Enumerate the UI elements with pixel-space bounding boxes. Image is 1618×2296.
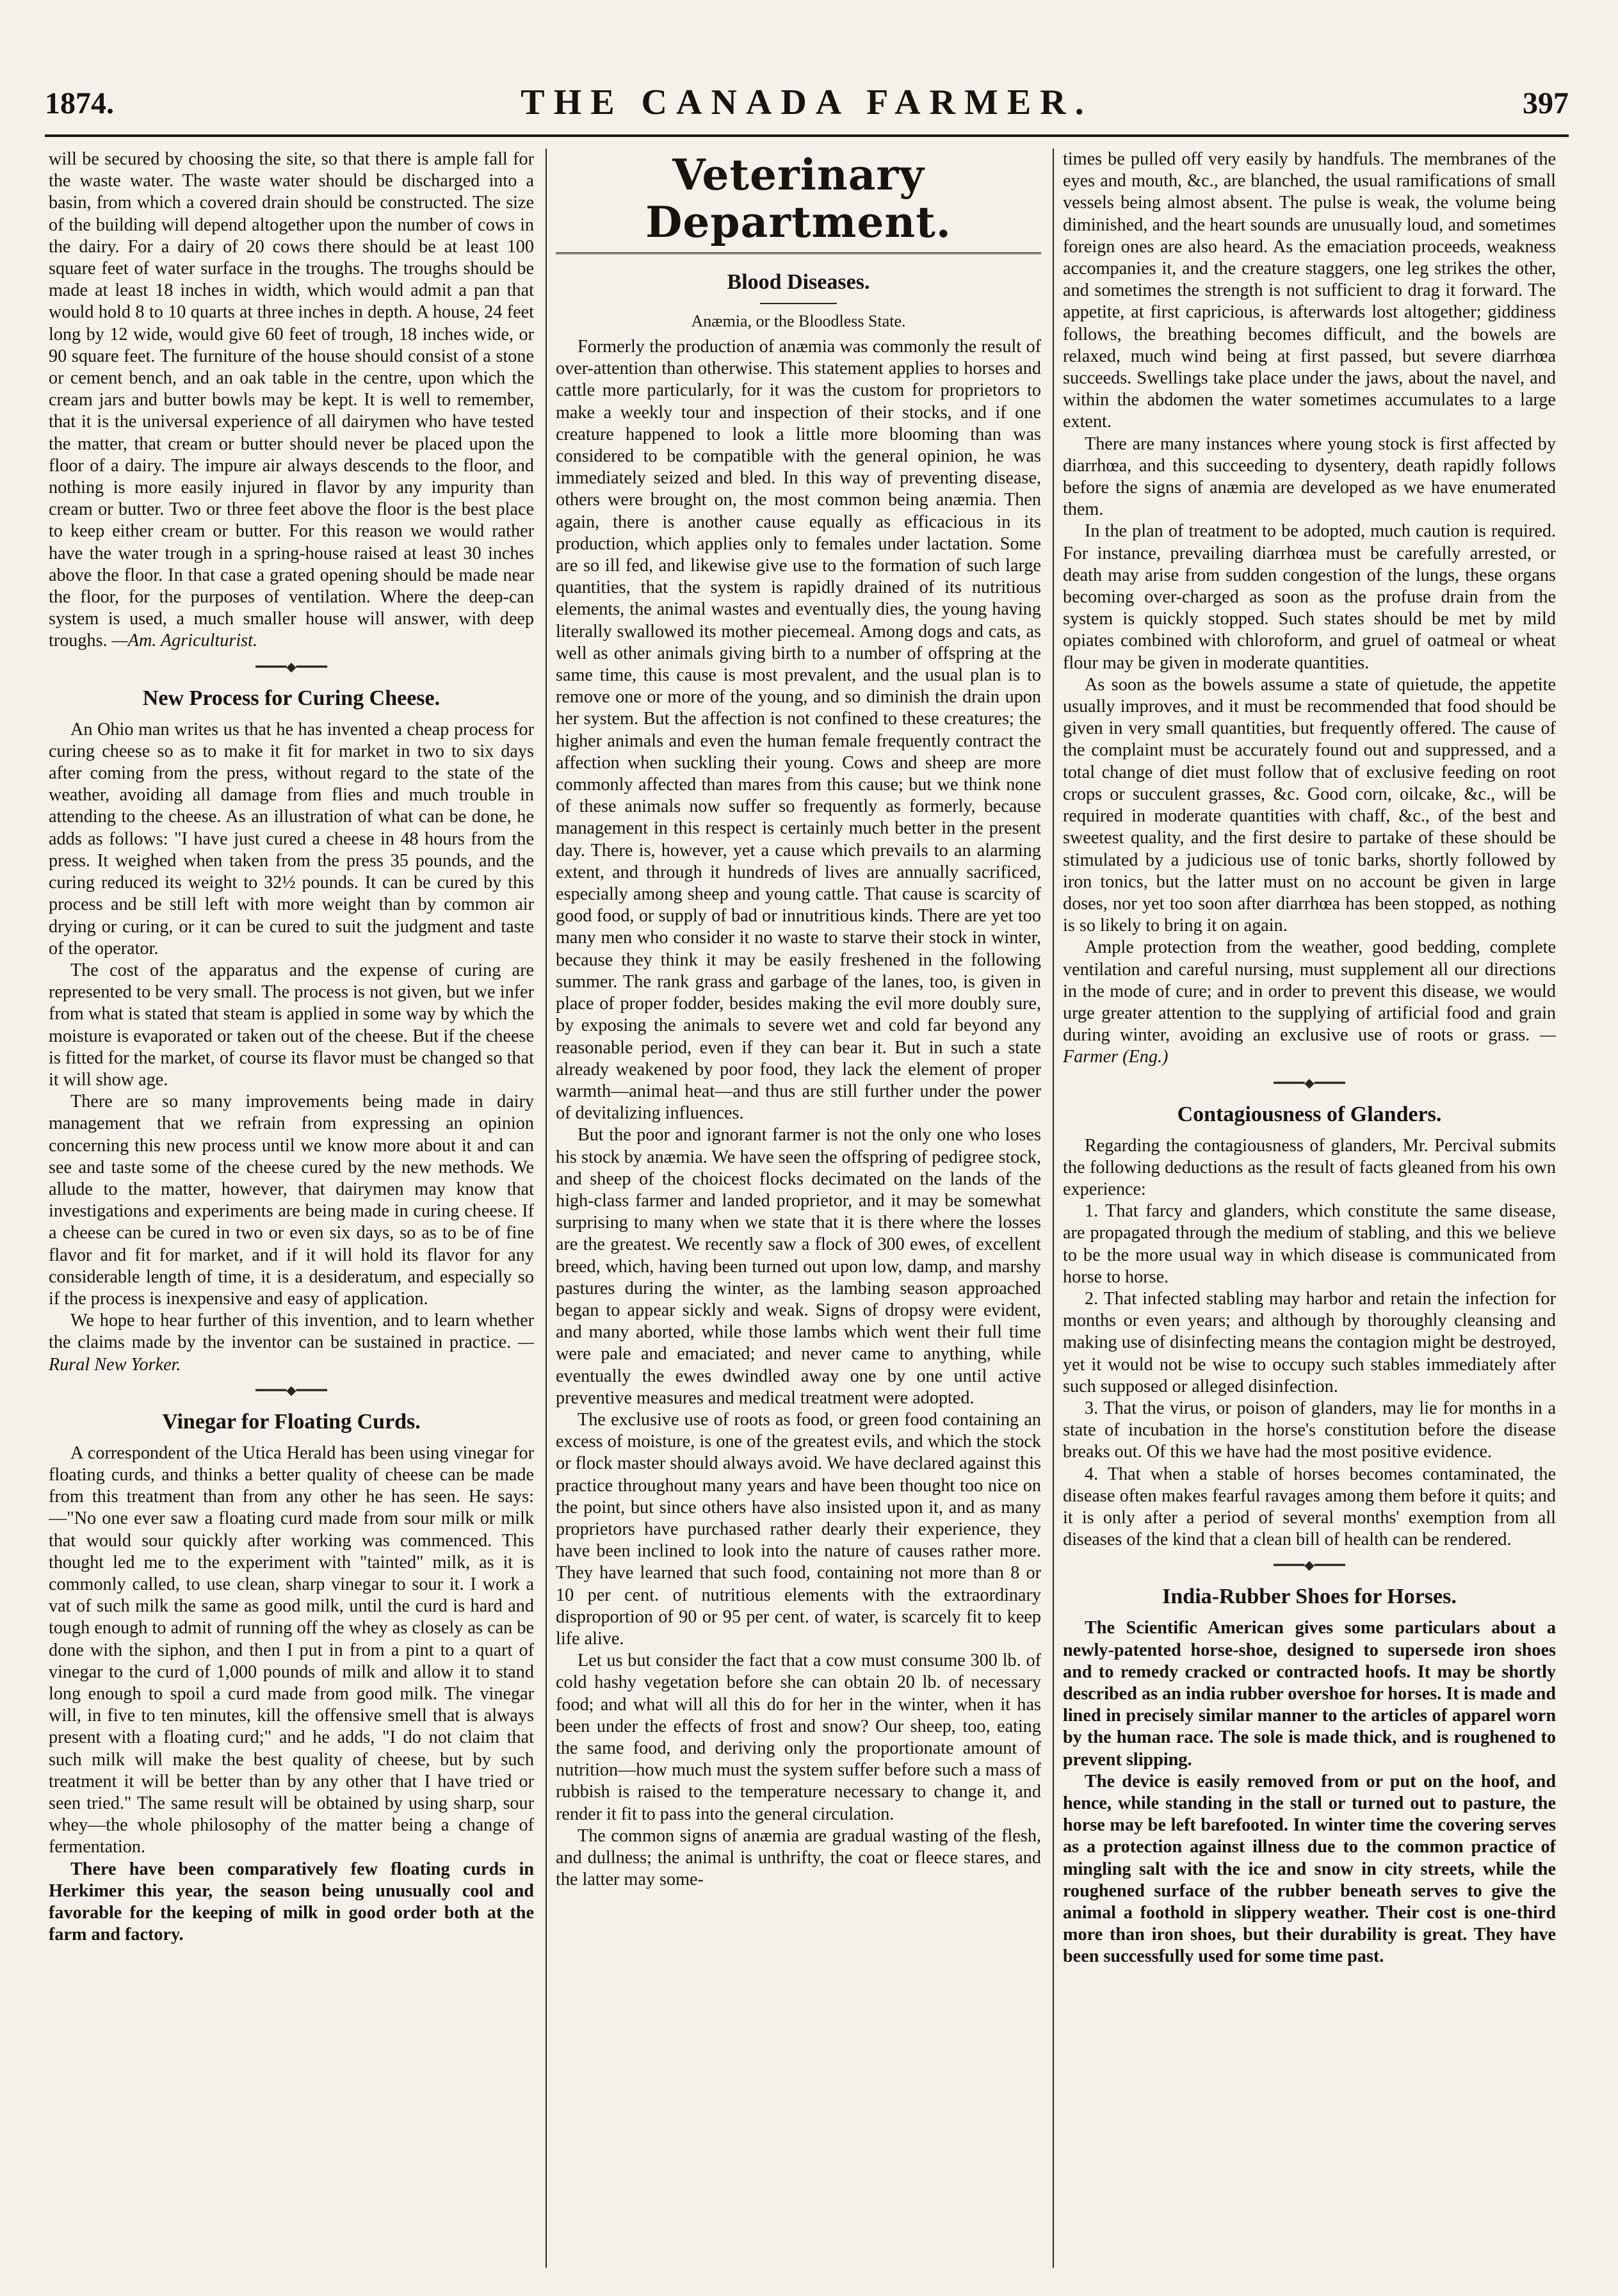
section-ornament: ━━━━◆━━━━: [255, 1383, 327, 1398]
article-text: A correspondent of the Utica Herald has been using vinegar for floating curds, and thinks a better quality of cheese can be made from this treatment than from any other he has seen. He says:—"No one ever saw a floating curd made from sour milk or milk that would sour quickly after working was commenced. This thought led me to the experiment with "tainted" milk, as it is commonly called, to use clean, sharp vinegar to sour it. I work a vat of such milk the same as good milk, until the curd is hard and tough enough to admit of running off the whey as closely as can be done with the siphon, and then I put in from a pint to a quart of vinegar to the curd of 1,000 pounds of milk and allow it to stand long enough to spoil a curd made from good milk. The vinegar will, in five to ten minutes, kill the offensive smell that is always present with a floating curd;" and he adds, "I do not claim that such milk will make the best quality of cheese, but by such treatment it will be better than by any other that I have tried or seen tried." The same result will be obtained by using sharp, sour whey—the whole philosophy of the matter being a change of fermentation.: [49, 1443, 534, 1857]
article-text: An Ohio man writes us that he has invented a cheap process for curing cheese so as to make it fit for market in two to six days after coming from the press, without regard to the state of the weather, avoiding all damage from flies and much trouble in attending to the cheese. As an illustration of what can be done, he adds as follows: "I have just cured a cheese in 48 hours from the press. It weighed when taken from the press 35 pounds, and the curing reduced its weight to 32½ pounds. It can be cured by this process and be still left with more weight than by common air drying or curing, or it can be cured to suit the judgment and taste of the operator.: [49, 719, 534, 958]
section-ornament: ━━━━◆━━━━: [1274, 1558, 1345, 1573]
column-divider: [546, 149, 547, 2268]
article-text: The Scientific American gives some particulars about a newly-patented horse-shoe, designed to supersede iron shoes and to remedy cracked or contracted hoofs. It may be shortly described as an india rubber overshoe for horses. It is made and lined in precisely similar manner to the articles of apparel worn by the human race. The sole is made thick, and is roughened to prevent slipping.: [1063, 1618, 1556, 1770]
article-text: Formerly the production of anæmia was commonly the result of over-attention than otherwise. This statement applies to horses and cattle more particularly, for it was the custom for proprietors to make a weekly tour and inspection of their stocks, and if one creature happened to look a little more blooming than was considered to be compatible with the general opinion, he was immediately seized and bled. In this way of preventing disease, others were brought on, the most common being anæmia. Then again, there is another cause equally as efficacious in its production, which applies only to females under lactation. Some are so ill fed, and likewise give use to the formation of such large quantities, that the system is rapidly drained of its nutritious elements, the animal wastes and eventually dies, the young having literally swallowed its mother piecemeal. Among dogs and cats, as well as other animals giving birth to a number of offspring at the same time, this cause is most prevalent, and the usual plan is to remove one or more of the young, and so diminish the drain upon her system. But the affection is not confined to these creatures; the higher animals and even the human female frequently contract the affection when suckling their young. Cows and sheep are more commonly affected than mares from this cause; but we think none of these animals now suffer so frequently as formerly, because management in this respect is certainly much better in the present day. There is, however, yet a cause which prevails to an alarming extent, and through it hundreds of lives are annually sacrificed, especially among sheep and young cattle. That cause is scarcity of good food, or supply of bad or innutritious kinds. There are yet too many men who consider it no waste to starve their stock in winter, because they think it may be easily freshened in the following summer. The rank grass and garbage of the lanes, too, is given in place of proper fodder, besides making the evil more doubly sure, by exposing the animals to severe wet and cold far beyond any reasonable period, even if they can bear it. But in such a state already weakened by poor food, they lack the element of proper warmth—animal heat—and thus are still further under the power of devitalizing influences.: [556, 337, 1041, 1124]
section-ornament: ━━━━◆━━━━: [1274, 1076, 1345, 1090]
short-rule: [760, 303, 837, 304]
article-heading: India-Rubber Shoes for Horses.: [1162, 1585, 1457, 1609]
article-text: The device is easily removed from or put on the hoof, and hence, while standing in the stall or turned out to pasture, the horse may be left barefooted. In winter time the covering serves as a protection against illness due to the common practice of mingling salt with the ice and snow in city streets, while the roughened surface of the rubber beneath serves to give the animal a foothold in slippery weather. Their cost is one-third more than iron shoes, but their durability is great. They have been successfully used for some time past.: [1063, 1771, 1556, 1967]
section-ornament: ━━━━◆━━━━: [255, 659, 327, 674]
article-text: will be secured by choosing the site, so that there is ample fall for the waste water. The waste water should be discharged into a basin, from which a covered drain should be constructed. The size of the building will depend altogether upon the number of cows in the dairy. For a dairy of 20 cows there should be at least 100 square feet of water surface in the troughs. The troughs should be made at least 18 inches in width, which would admit a pan that would hold 8 to 10 quarts at three inches in depth. A house, 24 feet long by 12 wide, would give 60 feet of trough, 18 inches wide, or 90 square feet. The furniture of the house should consist of a stone or cement bench, and an oak table in the centre, upon which the cream jars and butter bowls may be kept. It is well to remember, that it is the universal experience of all dairymen who have tested the matter, that cream or butter should never be placed upon the floor of a dairy. The impure air always descends to the floor, and nothing is more easily injured in flavor by any impurity than cream or butter. Two or three feet above the floor is the best place to keep either cream or butter. For this reason we would rather have the water trough in a spring-house raised at least 30 inches above the floor. In that case a grated opening should be made near the floor, for the purposes of ventilation. Where the deep-can system is used, a much smaller house will answer, with deep troughs. —Am. Agriculturist.: [49, 149, 534, 651]
article-text: 3. That the virus, or poison of glanders, may lie for months in a state of incubation in the horse's constitution before the disease breaks out. Of this we have had the most positive evidence.: [1063, 1398, 1556, 1462]
article-text: times be pulled off very easily by handfuls. The membranes of the eyes and mouth, &c., are blanched, the usual ramifications of small vessels being almost absent. The pulse is weak, the volume being diminished, and the heart sounds are unusually loud, and sometimes foreign ones are also heard. As the emaciation proceeds, weakness accompanies it, and the creature staggers, one leg strikes the other, and sometimes the strength is not sufficient to drag it forward. The appetite, at first capricious, is afterwards lost altogether; giddiness follows, the breathing becomes difficult, and the bowels are relaxed, much wind being at first passed, but severe diarrhœa succeeds. Swellings take place under the jaws, about the navel, and within the abdomen the water sometimes accumulates to a large extent.: [1063, 149, 1556, 432]
article-text: The common signs of anæmia are gradual wasting of the flesh, and dullness; the animal is unthrifty, the coat or fleece stares, and the latter may some-: [556, 1825, 1041, 1890]
article-text: There have been comparatively few floating curds in Herkimer this year, the season being unusually cool and favorable for the keeping of milk in good order both at the farm and factory.: [49, 1859, 534, 1945]
article-text: There are many instances where young stock is first affected by diarrhœa, and this succeeding to dysentery, death rapidly follows before the signs of anæmia are developed as we have enumerated them.: [1063, 433, 1556, 520]
masthead: [45, 82, 1569, 133]
page-number: 397: [1523, 86, 1569, 120]
column-3: [1063, 149, 1556, 2268]
article-text: 1. That farcy and glanders, which constitute the same disease, are propagated through the medium of stabling, and this we believe to be the more usual way in which disease is communicated from horse to horse.: [1063, 1201, 1556, 1287]
article-text: Let us but consider the fact that a cow must consume 300 lb. of cold hashy vegetation before she can obtain 20 lb. of necessary food; and what will all this do for her in the winter, when it has been under the effects of frost and snow? Our sheep, too, eating the same food, and deriving only the proportionate amount of nutrition—how much must the system suffer before such a mass of rubbish is raised to the temperature necessary to change it, and render it fit to pass into the general circulation.: [556, 1651, 1041, 1824]
article-text: Ample protection from the weather, good bedding, complete ventilation and careful nursing, must supplement all our directions in the mode of cure; and in order to prevent this disease, we would urge greater attention to the supplying of artificial food and grain during winter, avoiding an exclusive use of roots or grass. —Farmer (Eng.): [1063, 937, 1556, 1067]
column-1: [49, 149, 534, 2268]
article-heading: New Process for Curing Cheese.: [142, 686, 441, 710]
article-text: The exclusive use of roots as food, or green food containing an excess of moisture, is one of the greatest evils, and which the stock or flock master should always avoid. We have declared against this practice throughout many years and have been thought too nice on the point, but since others have also insisted upon it, and as many proprietors have purchased rather dearly their experience, they have been inclined to look into the nature of causes rather more. They have learned that such food, containing not more than 8 or 10 per cent. of nutritious elements with the extraordinary disproportion of 90 or 95 per cent. of water, is scarcely fit to keep life alive.: [556, 1409, 1041, 1649]
article-text: There are so many improvements being made in dairy management that we refrain from expressing an opinion concerning this new process until we know more about it and can see and taste some of the cheese cured by the new methods. We allude to the matter, however, that dairymen may know that investigations and experiments are being made in curing cheese. If a cheese can be cured in two or even six days, so as to be of fine flavor and fit for market, and if it will hold its flavor for any considerable length of time, it is a desideratum, and especially so if the process is inexpensive and easy of application.: [49, 1092, 534, 1309]
article-text: The cost of the apparatus and the expense of curing are represented to be very small. The process is not given, but we infer from what is stated that steam is applied in some way by which the moisture is evaporated or taken out of the cheese. But if the cheese is fitted for the market, of course its flavor must be changed so that it will show age.: [49, 960, 534, 1090]
article-heading: Contagiousness of Glanders.: [1177, 1102, 1442, 1126]
article-text: 4. That when a stable of horses becomes contaminated, the disease often makes fearful ravages among them before it quits; and it is only after a period of several months' exemption from all diseases of the kind that a clean bill of health can be rendered.: [1063, 1464, 1556, 1550]
article-text: But the poor and ignorant farmer is not the only one who loses his stock by anæmia. We have seen the offspring of pedigree stock, and sheep of the choicest flocks decimated on the lands of the high-class farmer and landed proprietor, and it may be somewhat surprising to many when we state that it is there where the losses are the greatest. We recently saw a flock of 300 ewes, of excellent breed, which, having been turned out upon low, damp, and marshy pastures during the winter, as the lambing season approached began to appear sickly and weak. Signs of dropsy were evident, and many aborted, while those lambs which went their full time were pale and emaciated; and never came to anything, while eventually the ewes dwindled away one by one until active preventive measures and medical treatment were adopted.: [556, 1125, 1041, 1408]
article-text: In the plan of treatment to be adopted, much caution is required. For instance, prevailing diarrhœa must be carefully arrested, or death may arise from sudden congestion of the lungs, these organs becoming over-charged as soon as the profuse drain from the system is quickly stopped. Such states should be met by mild opiates combined with chloroform, and gruel of oatmeal or wheat flour may be given in moderate quantities.: [1063, 521, 1556, 673]
column-divider: [1053, 149, 1054, 2268]
column-2: [556, 149, 1041, 2268]
article-heading: Vinegar for Floating Curds.: [162, 1409, 421, 1434]
newspaper-title: THE CANADA FARMER.: [521, 83, 1093, 122]
article-text: 2. That infected stabling may harbor and retain the infection for months or even years; and although by thoroughly cleansing and making use of disinfecting means the contagion might be destroyed, yet it would not be wise to occupy such stables immediately after such supposed or alleged disinfection.: [1063, 1288, 1556, 1396]
article-heading: Blood Diseases.: [727, 270, 870, 294]
header-rule: [45, 134, 1569, 137]
article-text: We hope to hear further of this invention, and to learn whether the claims made by the inventor can be sustained in practice. —Rural New Yorker.: [49, 1311, 534, 1375]
article-subheading: Anæmia, or the Bloodless State.: [691, 312, 906, 330]
article-text: Regarding the contagiousness of glanders, Mr. Percival submits the following deductions as the result of facts gleaned from his own experience:: [1063, 1135, 1556, 1199]
year: 1874.: [45, 86, 114, 120]
article-text: As soon as the bowels assume a state of quietude, the appetite usually improves, and it must be recommended that food should be given in very small quantities, but frequently offered. The cause of the complaint must be accurately found out and suppressed, and a total change of diet must follow that of exclusive feeding on root crops or succulent grasses, &c. Good corn, oilcake, &c., will be required in moderate quantities with chaff, &c., of the best and sweetest quality, and the first desire to partake of these should be stimulated by a judicious use of tonic barks, shortly followed by iron tonics, but the latter must on no account be given in large doses, nor yet too soon after diarrhœa has been stopped, as nothing is so likely to bring it on again.: [1063, 674, 1556, 936]
department-title: Veterinary Department.: [556, 151, 1041, 254]
